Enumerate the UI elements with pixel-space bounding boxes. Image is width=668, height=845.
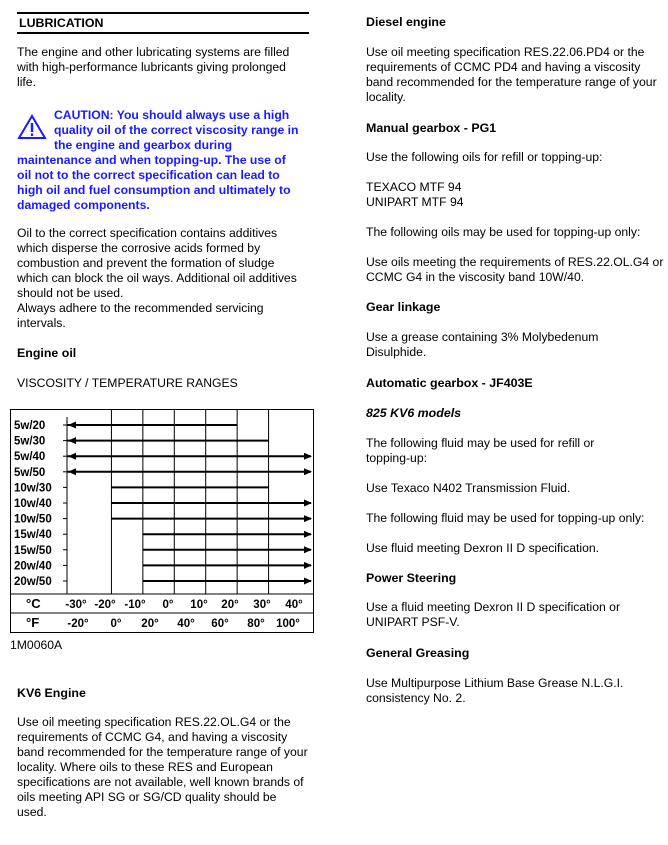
celsius-unit: °C [26, 596, 41, 611]
arrow-right [304, 500, 312, 507]
figure-ref: 1M0060A [10, 638, 63, 652]
manual-gearbox-oils: TEXACO MTF 94 UNIPART MTF 94 [366, 180, 464, 209]
manual-topup-heading: The following oils may be used for topping-up only: [366, 225, 641, 239]
viscosity-label: 20w/40 [14, 560, 52, 573]
viscosity-label: 10w/40 [14, 498, 52, 510]
arrow-left [68, 422, 76, 429]
caution-line-2: quality oil of the correct viscosity range in [54, 123, 299, 137]
fahrenheit-tick: 0° [110, 618, 122, 630]
diesel-heading: Diesel engine [366, 15, 446, 29]
manual-topup-text: Use oils meeting the requirements of RES.22.OL.G4 or CCMC G4 in the viscosity band 10W/40. [366, 255, 664, 284]
caution-text [17, 108, 317, 213]
viscosity-heading: VISCOSITY / TEMPERATURE RANGES [17, 376, 238, 390]
fahrenheit-tick: 40° [177, 618, 195, 630]
celsius-tick: 10° [190, 599, 208, 611]
auto-text-3: The following fluid may be used for topping-up only: [366, 511, 645, 525]
gear-linkage-heading: Gear linkage [366, 300, 441, 314]
arrow-left [68, 453, 76, 460]
arrow-right [304, 562, 312, 569]
auto-gearbox-subheading: 825 KV6 models [366, 406, 462, 420]
power-steering-heading: Power Steering [366, 571, 457, 585]
arrow-right [304, 515, 312, 522]
caution-line-1: CAUTION: You should always use a high [54, 108, 290, 122]
manual-gearbox-text: Use the following oils for refill or topping-up: [366, 150, 603, 164]
celsius-tick: 30° [253, 599, 271, 611]
fahrenheit-tick: 60° [211, 618, 229, 630]
viscosity-label: 5w/50 [14, 466, 46, 479]
celsius-tick: 40° [285, 599, 303, 611]
fahrenheit-tick: -20° [67, 618, 89, 630]
intervals-text: Always adhere to the recommended servicing intervals. [17, 301, 264, 330]
intro-text: The engine and other lubricating systems are filled with high-performance lubricants giving prolonged life. [17, 45, 290, 89]
arrow-right [304, 531, 312, 538]
viscosity-label: 10w/30 [14, 482, 52, 495]
celsius-tick: -30° [65, 599, 87, 611]
viscosity-label: 10w/50 [14, 513, 52, 526]
engine-oil-heading: Engine oil [17, 346, 77, 360]
arrow-right [304, 546, 312, 553]
viscosity-label: 15w/50 [14, 544, 52, 557]
arrow-right [304, 578, 312, 585]
viscosity-label: 15w/40 [14, 529, 52, 542]
general-greasing-heading: General Greasing [366, 646, 470, 660]
arrow-right [304, 468, 312, 475]
caution-line-3: the engine and gearbox during [54, 138, 233, 152]
viscosity-label: 5w/20 [14, 420, 46, 432]
kv6-text: Use oil meeting specification RES.22.OL.G4 or the requirements of CCMC G4, and having a viscosity band recommended for the temperature range of your locality. Where oils to these RES and European specifications are not available, well known brands of oils meeting API SG or SG/CD quality should be used. [17, 715, 308, 819]
fahrenheit-tick: 100° [276, 618, 300, 630]
auto-text-4: Use fluid meeting Dexron II D specification. [366, 541, 600, 555]
fahrenheit-tick: 20° [141, 618, 159, 630]
kv6-heading: KV6 Engine [17, 686, 86, 700]
viscosity-label: 5w/30 [14, 435, 46, 448]
additives-text: Oil to the correct specification contains additives which disperse the corrosive acids formed by combustion and prevent the formation of sludge which can block the oil ways. Additional oil additives should not be used. [17, 226, 297, 300]
celsius-tick: 0° [162, 599, 174, 611]
gear-linkage-text: Use a grease containing 3% Molybedenum Disulphide. [366, 330, 599, 359]
fahrenheit-tick: 80° [247, 618, 265, 630]
arrow-left [68, 468, 76, 475]
auto-text-2: Use Texaco N402 Transmission Fluid. [366, 481, 571, 495]
section-title: LUBRICATION [17, 12, 309, 34]
celsius-tick: -10° [124, 599, 146, 611]
power-steering-text: Use a fluid meeting Dexron II D specification or UNIPART PSF-V. [366, 600, 621, 629]
viscosity-chart [10, 409, 315, 634]
caution-rest: maintenance and when topping-up. The use of oil not to the correct specification can lead to high oil and fuel consumption and ultimately to damaged components. [17, 153, 291, 212]
celsius-tick: 20° [221, 599, 239, 611]
viscosity-label: 20w/50 [14, 576, 52, 588]
auto-text-1: The following fluid may be used for refill or topping-up: [366, 436, 595, 465]
general-greasing-text: Use Multipurpose Lithium Base Grease N.L.G.I. consistency No. 2. [366, 676, 624, 705]
arrow-left [68, 437, 76, 444]
arrow-right [304, 453, 312, 460]
diesel-text: Use oil meeting specification RES.22.06.PD4 or the requirements of CCMC PD4 and having a viscosity band recommended for the temperature range of your locality. [366, 45, 657, 104]
celsius-tick: -20° [94, 599, 116, 611]
fahrenheit-unit: °F [26, 615, 40, 630]
viscosity-label: 5w/40 [14, 451, 46, 464]
manual-gearbox-heading: Manual gearbox - PG1 [366, 121, 497, 135]
auto-gearbox-heading: Automatic gearbox - JF403E [366, 376, 533, 390]
